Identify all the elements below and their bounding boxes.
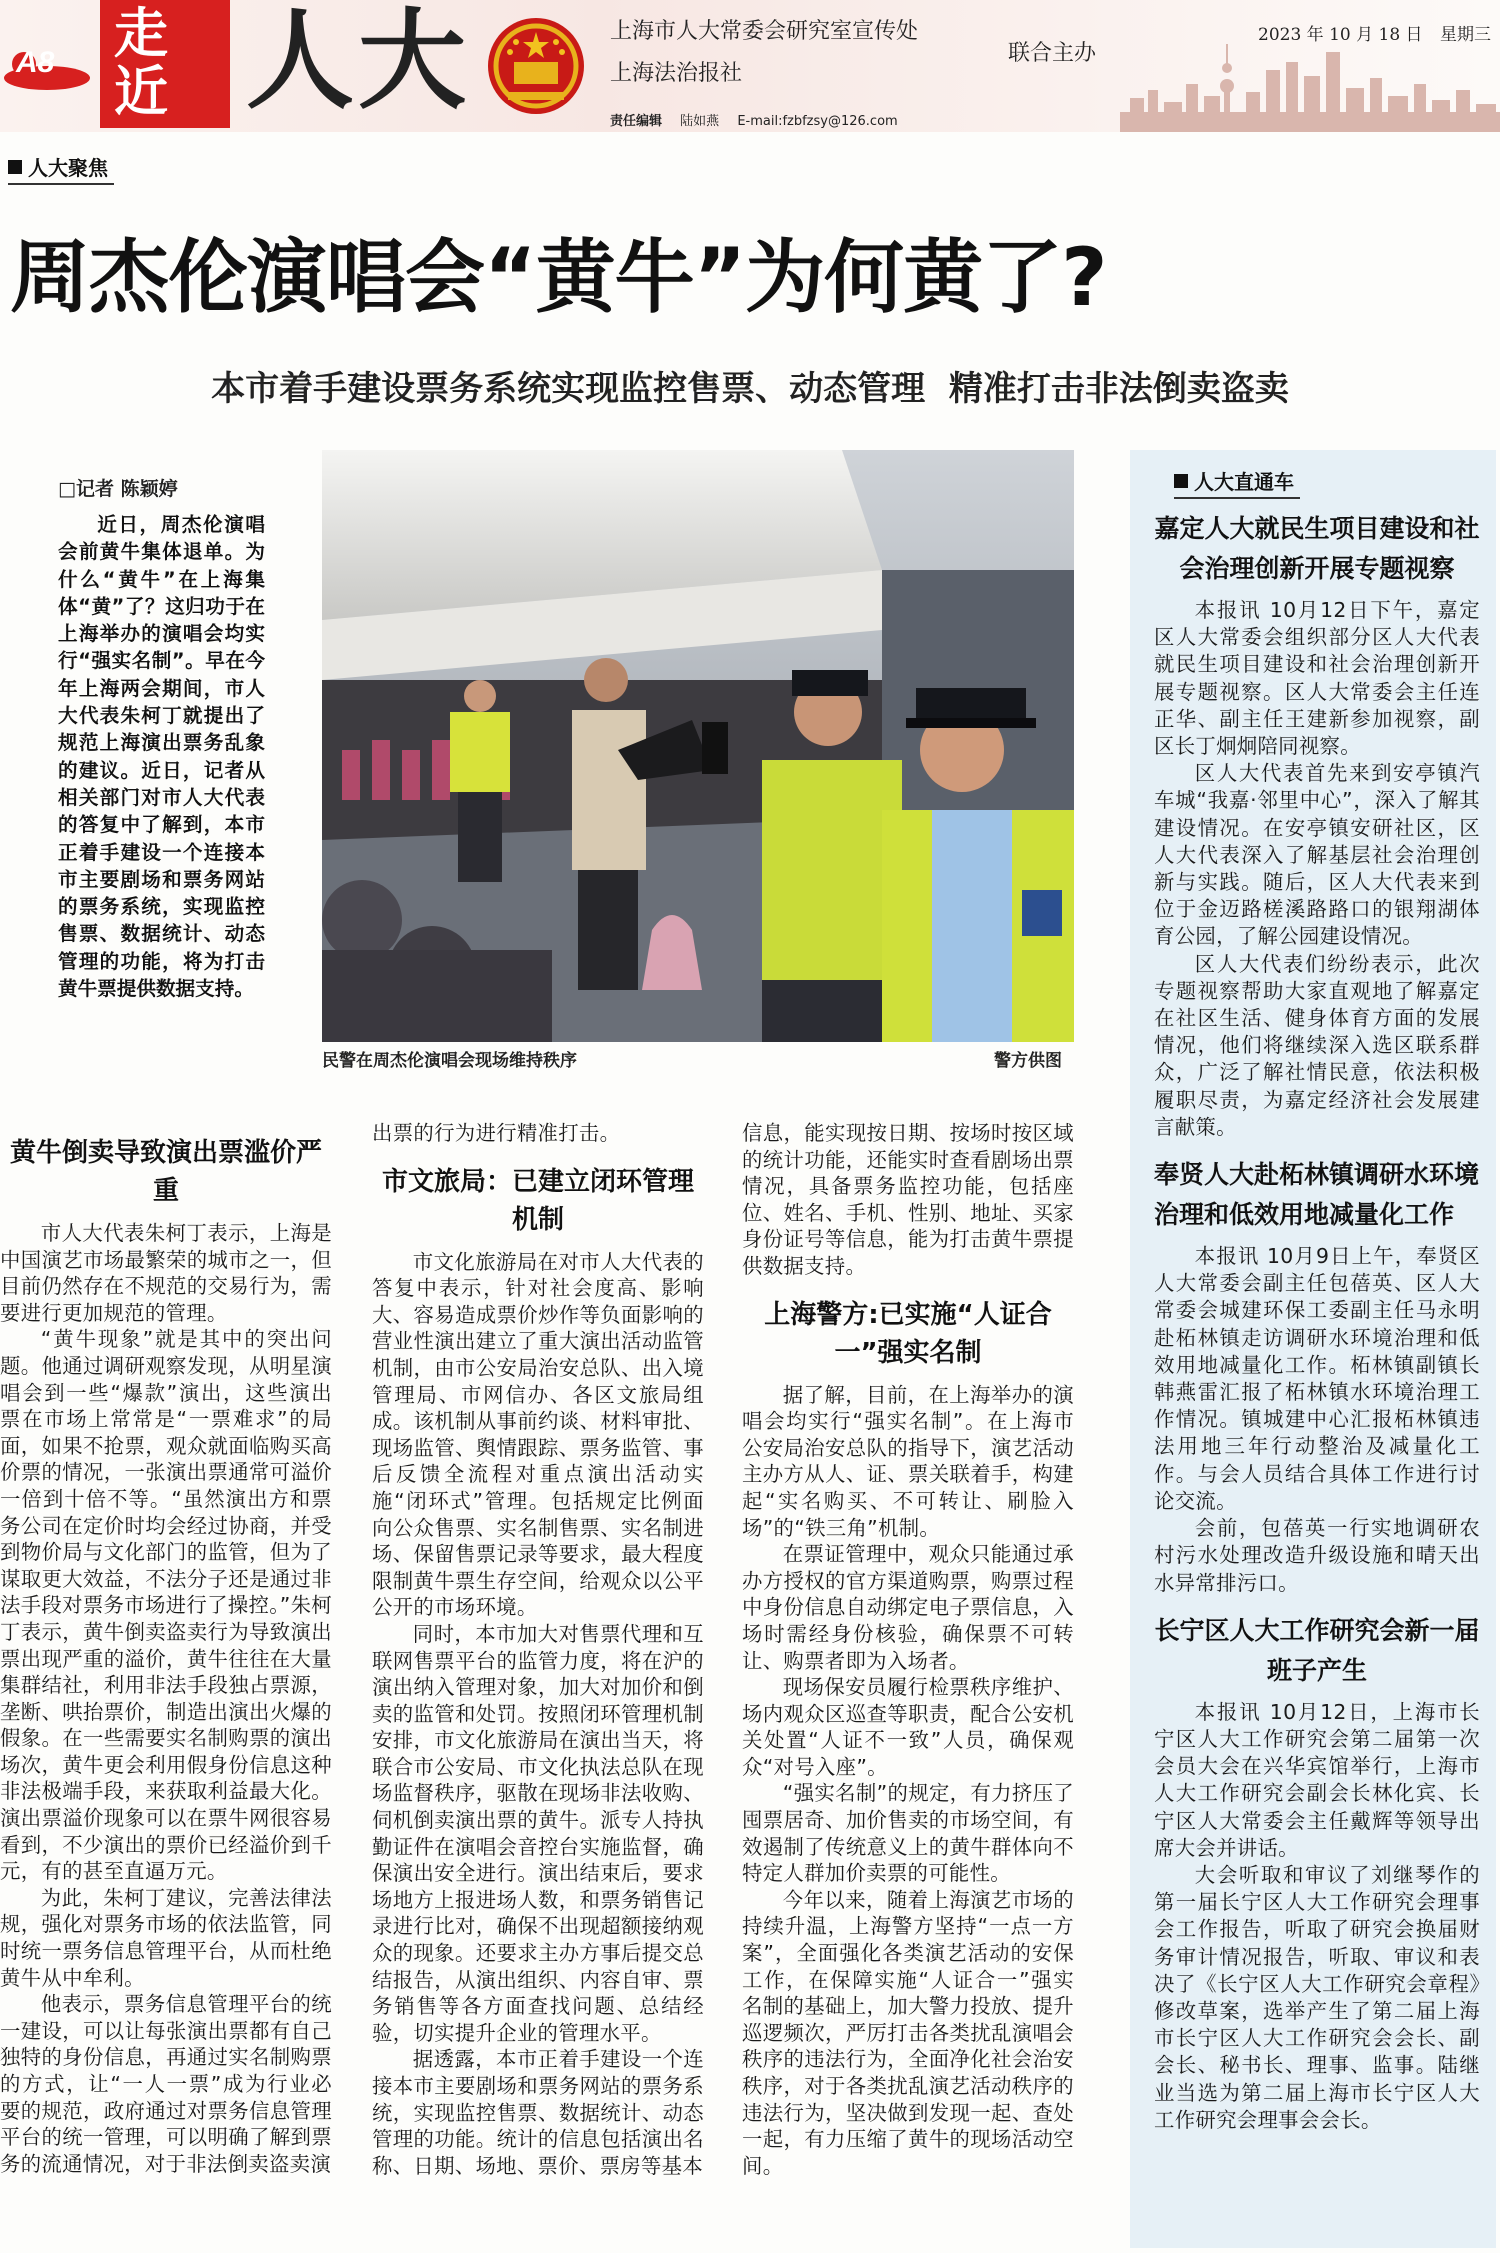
sidebar-article-title: 奉贤人大赴柘林镇调研水环境治理和低效用地减量化工作: [1154, 1160, 1480, 1230]
issue-weekday: 星期三: [1440, 25, 1491, 45]
editor-name: 陆如燕: [680, 114, 720, 129]
lead-paragraph: [58, 511, 265, 1002]
column-3-paragraph: “强实名制”的规定，有力挤压了囤票居奇、加价售卖的市场空间，有效遏制了传统意义上的黄牛群体向不特定人群加价卖票的可能性。: [742, 1781, 1074, 1886]
police-at-concert-photo: [322, 450, 1074, 1042]
byline: □记者 陈颖婷: [58, 478, 178, 500]
page-number-badge: [2, 38, 92, 94]
column-3-paragraph: 今年以来，随着上海演艺市场的持续升温，上海警方坚持“一点一方案”，全面强化各类演艺活动的安保工作，在保障实施“人证合一”强实名制的基础上，加大警力投放、提升巡逻频次，严厉打击各类扰乱演唱会秩序的违法行为，全面净化社会治安秩序，对于各类扰乱演艺活动秩序的违法行为，坚决做到发现一起、查处一起，有力压缩了黄牛的现场活动空间。: [742, 1887, 1074, 2178]
sidebar-tag: [1174, 466, 1300, 499]
section-tag: [8, 152, 114, 185]
sidebar-article-title: 嘉定人大就民生项目建设和社会治理创新开展专题视察: [1154, 514, 1480, 583]
column-1-paragraph: 为此，朱柯丁建议，完善法律法规，强化对票务市场的依法监管，同时统一票务信息管理平台，从而杜绝黄牛从中牟利。: [0, 1885, 332, 1990]
sidebar-tag-square-icon: [1174, 474, 1188, 488]
article-column-3: [742, 1120, 1074, 2248]
column-3-continuation: 信息，能实现按日期、按场时按区域的统计功能，还能实时查看剧场出票情况，具备票务监控功能，包括座位、姓名、手机、性别、地址、买家身份证号等信息，能为打击黄牛票提供数据支持。: [742, 1121, 1074, 1278]
sidebar-article-paragraph: 本报讯 10月12日，上海市长宁区人大工作研究会第二届第一次会员大会在兴华宾馆举行，上海市人大工作研究会副会长林化宾、长宁区人大常委会主任戴辉等领导出席大会并讲话。: [1154, 1699, 1480, 1860]
section-tag-label: 人大聚焦: [28, 156, 108, 180]
section-tag-square-icon: [8, 160, 22, 174]
page-number: A8: [16, 46, 55, 79]
issue-date: 2023 年 10 月 18 日: [1258, 25, 1423, 45]
sidebar-tag-label: 人大直通车: [1194, 470, 1294, 494]
sidebar-article-paragraph: 区人大代表们纷纷表示，此次专题视察帮助大家直观地了解嘉定在社区生活、健身体育方面的发展情况，他们将继续深入选区联系群众，广泛了解社情民意，依法积极履职尽责，为嘉定经济社会发展建言献策。: [1154, 951, 1480, 1139]
column-1-paragraph: 市人大代表朱柯丁表示，上海是中国演艺市场最繁荣的城市之一，但目前仍然存在不规范的交易行为，需要进行更加规范的管理。: [0, 1221, 332, 1325]
column-1-heading: 黄牛倒卖导致演出票滥价严重: [9, 1138, 322, 1206]
sidebar-article: [1154, 509, 1480, 1141]
article-column-1: [0, 1120, 332, 2248]
sidebar-article: [1154, 1155, 1480, 1597]
headline: 周杰伦演唱会“黄牛”为何黄了?: [10, 231, 1107, 324]
sidebar-article-title: 长宁区人大工作研究会新一届班子产生: [1154, 1615, 1480, 1685]
sidebar-panel: [1130, 450, 1496, 2248]
column-3-paragraph: 现场保安员履行检票秩序维护、场内观众区巡查等职责，配合公安机关处置“人证不一致”人员，确保观众“对号入座”。: [742, 1675, 1074, 1779]
masthead: [0, 0, 1500, 132]
co-host-label: 联合主办: [1008, 41, 1097, 66]
article-column-2: [372, 1120, 704, 2248]
column-2-paragraph: 据透露，本市正着手建设一个连接本市主要剧场和票务网站的票务系统，实现监控售票、数据统计、动态管理的功能。统计的信息包括演出名称、日期、场地、票价、票房等基本: [372, 2047, 704, 2178]
host-org-2: 上海法治报社: [610, 61, 743, 86]
sidebar-article-paragraph: 本报讯 10月9日上午，奉贤区人大常委会副主任包蓓英、区人大常委会城建环保工委副主任马永明赴柘林镇走访调研水环境治理和低效用地减量化工作。柘林镇副镇长韩燕雷汇报了柘林镇水环境治理工作情况。镇城建中心汇报柘林镇违法用地三年行动整治及减量化工作。与会人员结合具体工作进行讨论交流。: [1154, 1244, 1480, 1513]
column-3-heading: 上海警方:已实施“人证合一”强实名制: [764, 1299, 1052, 1368]
editor-line: [610, 110, 898, 129]
column-logo-char-1: 走: [114, 2, 168, 65]
sidebar-article-paragraph: 本报讯 10月12日下午，嘉定区人大常委会组织部分区人大代表就民生项目建设和社会治理创新开展专题视察。区人大常委会主任连正华、副主任王建新参加视察，副区长丁炯炯陪同视察。: [1154, 598, 1480, 759]
photo-credit: 警方供图: [994, 1051, 1062, 1071]
news-photo: [322, 450, 1074, 1042]
host-org-1: 上海市人大常委会研究室宣传处: [610, 19, 919, 44]
photo-caption: 民警在周杰伦演唱会现场维持秩序: [322, 1051, 577, 1071]
editor-label: 责任编辑: [610, 114, 663, 129]
column-3-paragraph: 在票证管理中，观众只能通过承办方授权的官方渠道购票，购票过程中身份信息自动绑定电子票信息，入场时需经身份核验，确保票不可转让、购票者即为入场者。: [742, 1542, 1074, 1673]
column-title: 人大: [246, 0, 471, 124]
column-2-continuation: 出票的行为进行精准打击。: [372, 1121, 621, 1145]
column-logo-block: [100, 0, 230, 128]
column-1-paragraph: “黄牛现象”就是其中的突出问题。他通过调研观察发现，从明星演唱会到一些“爆款”演出，这些演出票在市场上常常是“一票难求”的局面，如果不抢票，观众就面临购买高价票的情况，一张演出票通常可溢价一倍到十倍不等。“虽然演出方和票务公司在定价时均会经过协商，并受到物价局与文化部门的监管，但为了谋取更大效益，不法分子还是通过非法手段对票务市场进行了操控。”朱柯丁表示，黄牛倒卖盗卖行为导致演出票出现严重的溢价，黄牛往往在大量集群结社，利用非法手段独占票源，垄断、哄抬票价，制造出演出火爆的假象。在一些需要实名制购票的演出场次，黄牛更会利用假身份信息这种非法极端手段，来获取利益最大化。演出票溢价现象可以在票牛网很容易看到，不少演出的票价已经溢价到千元，有的甚至直逼万元。: [0, 1327, 332, 1884]
column-1-paragraph: 他表示，票务信息管理平台的统一建设，可以让每张演出票都有自己独特的身份信息，再通过实名制购票的方式，让“一人一票”成为行业必要的规范，政府通过对票务信息管理平台的统一管理，可以明确了解到票务的流通情况，对于非法倒卖盗卖演: [0, 1992, 332, 2176]
sidebar-article-paragraph: 会前，包蓓英一行实地调研农村污水处理改造升级设施和晴天出水异常排污口。: [1154, 1516, 1480, 1595]
sidebar-article: [1154, 1611, 1480, 2134]
column-2-paragraph: 同时，本市加大对售票代理和互联网售票平台的监管力度，将在沪的演出纳入管理对象，加大对加价和倒卖的监管和处罚。按照闭环管理机制安排，市文化旅游局在演出当天，将联合市公安局、市文化执法总队在现场监督秩序，驱散在现场非法收购、伺机倒卖演出票的黄牛。派专人持执勤证件在演唱会音控台实施监督，确保演出安全进行。演出结束后，要求场地方上报进场人数，和票务销售记录进行比对，确保不出现超额接纳观众的现象。还要求主办方事后提交总结报告，从演出组织、内容自审、票务销售等各方面查找问题、总结经验，切实提升企业的管理水平。: [372, 1621, 704, 2045]
sidebar-article-paragraph: 大会听取和审议了刘继琴作的第一届长宁区人大工作研究会理事会工作报告，听取了研究会换届财务审计情况报告，听取、审议和表决了《长宁区人大工作研究会章程》修改草案，选举产生了第二届上海市长宁区人大工作研究会会长、副会长、秘书长、理事、监事。陆继业当选为第二届上海市长宁区人大工作研究会理事会会长。: [1154, 1862, 1480, 2132]
subheadline: 本市着手建设票务系统实现监控售票、动态管理 精准打击非法倒卖盗卖: [211, 369, 1289, 409]
national-emblem-icon: [486, 14, 586, 118]
column-2-paragraph: 市文化旅游局在对市人大代表的答复中表示，针对社会度高、影响大、容易造成票价炒作等负面影响的营业性演出建立了重大演出活动监管机制，由市公安局治安总队、出入境管理局、市网信办、各区文旅局组成。该机制从事前约谈、材料审批、现场监管、舆情跟踪、票务监管、事后反馈全流程对重点演出活动实施“闭环式”管理。包括规定比例面向公众售票、实名制售票、实名制进场、保留售票记录等要求，最大程度限制黄牛票生存空间，给观众以公平公开的市场环境。: [372, 1249, 704, 1620]
column-logo-char-2: 近: [114, 60, 168, 123]
city-skyline-image: [1120, 40, 1500, 132]
column-2-heading: 市文旅局：已建立闭环管理机制: [381, 1166, 694, 1235]
column-3-paragraph: 据了解，目前，在上海举办的演唱会均实行“强实名制”。在上海市公安局治安总队的指导下，演艺活动主办方从人、证、票关联着手，构建起“实名购买、不可转让、刷脸入场”的“铁三角”机制。: [742, 1382, 1074, 1540]
editor-email: E-mail:fzbfzsy@126.com: [737, 114, 898, 129]
lead-text: 近日，周杰伦演唱会前黄牛集体退单。为什么“黄牛”在上海集体“黄”了？这归功于在上海举办的演唱会均实行“强实名制”。早在今年上海两会期间，市人大代表朱柯丁就提出了规范上海演出票务乱象的建议。近日，记者从相关部门对市人大代表的答复中了解到，本市正着手建设一个连接本市主要剧场和票务网站的票务系统，实现监控售票、数据统计、动态管理的功能，将为打击黄牛票提供数据支持。: [58, 513, 265, 1001]
sidebar-article-paragraph: 区人大代表首先来到安亭镇汽车城“我嘉·邻里中心”，深入了解其建设情况。在安亭镇安研社区，区人大代表深入了解基层社会治理创新与实践。随后，区人大代表来到位于金迈路槎溪路路口的银翔湖体育公园，了解公园建设情况。: [1154, 761, 1480, 949]
